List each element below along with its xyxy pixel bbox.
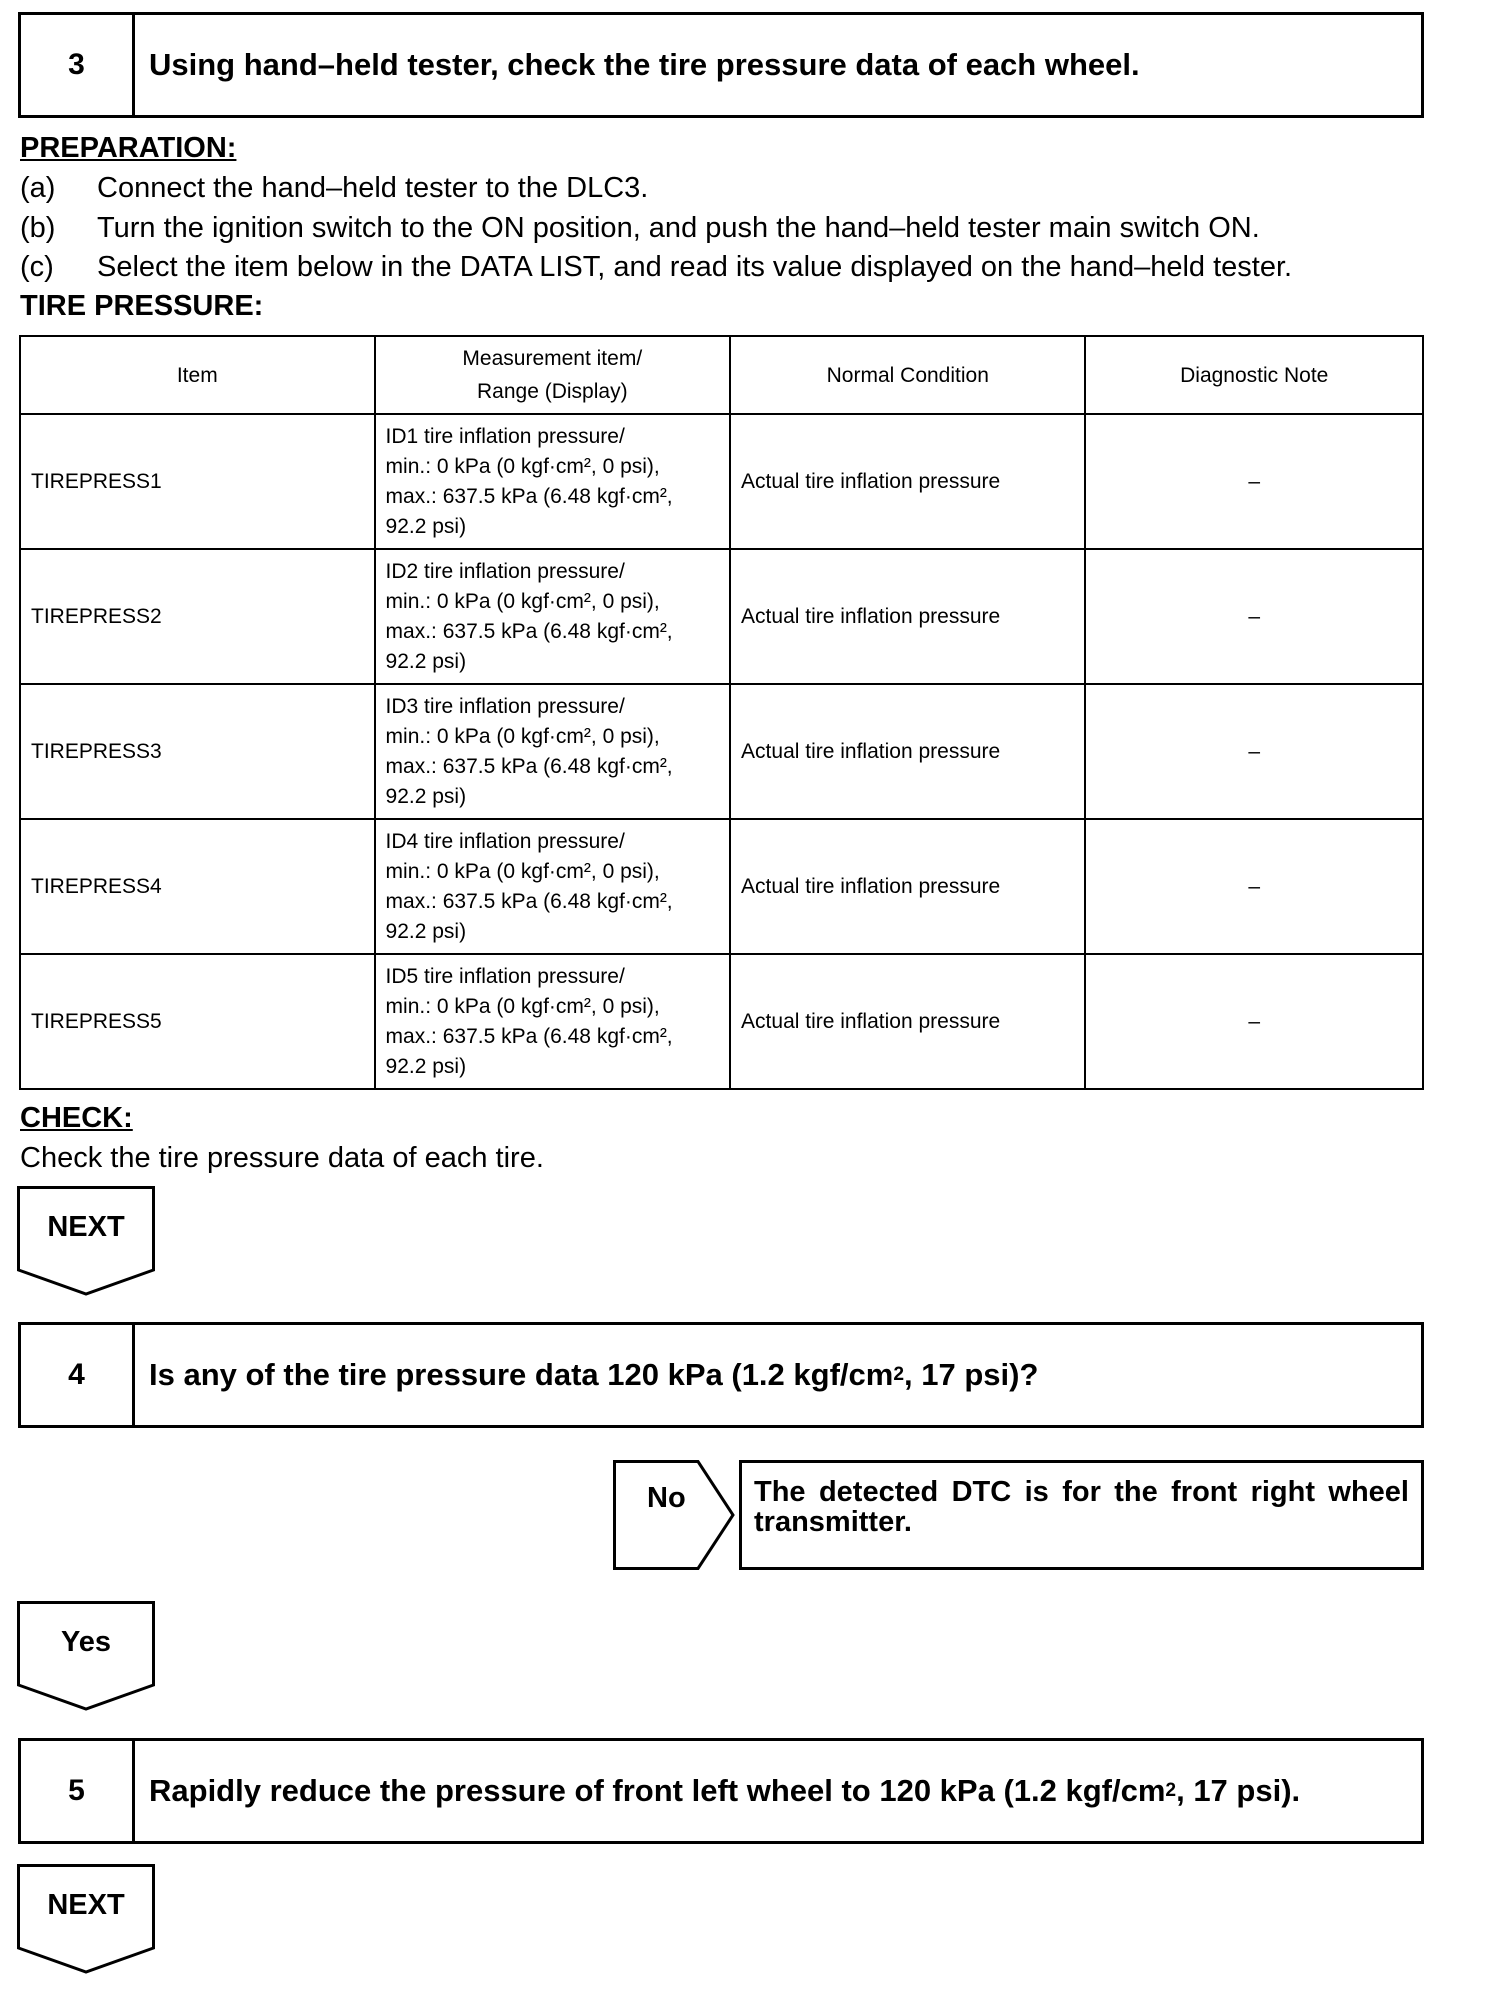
title-suffix: , 17 psi). — [1176, 1773, 1301, 1808]
cell-condition: Actual tire inflation pressure — [730, 549, 1085, 684]
range-psi-line: 92.2 psi) — [385, 514, 467, 538]
step-3-box — [18, 12, 1424, 118]
table-row — [20, 414, 1423, 549]
next-label: NEXT — [47, 1211, 125, 1243]
no-label: No — [647, 1482, 686, 1514]
title-prefix: Rapidly reduce the pressure of front left wheel to 120 kPa (1.2 kgf/cm — [149, 1773, 1166, 1808]
range-id-line: ID3 tire inflation pressure/ — [385, 694, 625, 718]
range-min-line: min.: 0 kPa (0 kgf·cm², 0 psi), — [385, 454, 660, 478]
table-row — [20, 684, 1423, 819]
check-heading: CHECK: — [20, 1102, 133, 1134]
header-range — [375, 336, 731, 414]
cell-note: – — [1085, 414, 1423, 549]
range-psi-line: 92.2 psi) — [385, 649, 467, 673]
table-row — [20, 954, 1423, 1089]
range-min-line: min.: 0 kPa (0 kgf·cm², 0 psi), — [385, 994, 660, 1018]
prep-label: (b) — [20, 212, 56, 244]
step-4-box — [18, 1322, 1424, 1428]
table-header-row — [20, 336, 1423, 414]
no-branch-message: The detected DTC is for the front right wheel transmitter. — [739, 1460, 1424, 1570]
table-row — [20, 819, 1423, 954]
next-label: NEXT — [47, 1889, 125, 1921]
check-text: Check the tire pressure data of each tire. — [20, 1142, 544, 1174]
cell-note: – — [1085, 684, 1423, 819]
title-prefix: Is any of the tire pressure data 120 kPa (1.2 kgf/cm — [149, 1357, 894, 1392]
prep-label: (c) — [20, 251, 54, 283]
range-max-line: max.: 637.5 kPa (6.48 kgf·cm², — [385, 754, 673, 778]
range-min-line: min.: 0 kPa (0 kgf·cm², 0 psi), — [385, 724, 660, 748]
yes-button[interactable] — [17, 1601, 155, 1711]
cell-condition: Actual tire inflation pressure — [730, 819, 1085, 954]
no-branch-arrow[interactable] — [613, 1460, 735, 1570]
next-button-2[interactable] — [17, 1864, 155, 1974]
step-title: Using hand–held tester, check the tire pressure data of each wheel. — [149, 47, 1140, 82]
cell-item: TIREPRESS3 — [20, 684, 375, 819]
range-psi-line: 92.2 psi) — [385, 1054, 467, 1078]
prep-item-c — [20, 251, 1292, 284]
range-min-line: min.: 0 kPa (0 kgf·cm², 0 psi), — [385, 589, 660, 613]
header-condition: Normal Condition — [730, 336, 1085, 414]
prep-text: Turn the ignition switch to the ON position, and push the hand–held tester main switch ON. — [97, 212, 1260, 244]
cell-condition: Actual tire inflation pressure — [730, 414, 1085, 549]
header-note: Diagnostic Note — [1085, 336, 1423, 414]
range-max-line: max.: 637.5 kPa (6.48 kgf·cm², — [385, 1024, 673, 1048]
range-max-line: max.: 637.5 kPa (6.48 kgf·cm², — [385, 484, 673, 508]
next-button-1[interactable] — [17, 1186, 155, 1296]
cell-note: – — [1085, 819, 1423, 954]
step-5-box — [18, 1738, 1424, 1844]
step-number: 4 — [21, 1325, 135, 1425]
prep-item-a — [20, 172, 648, 205]
prep-item-b — [20, 212, 1260, 245]
cell-note: – — [1085, 549, 1423, 684]
cell-condition: Actual tire inflation pressure — [730, 684, 1085, 819]
cell-range — [375, 954, 731, 1089]
step-number: 5 — [21, 1741, 135, 1841]
header-range-line1: Measurement item/ — [462, 347, 643, 370]
range-id-line: ID2 tire inflation pressure/ — [385, 559, 625, 583]
cell-item: TIREPRESS4 — [20, 819, 375, 954]
chevron-right-shape — [613, 1460, 735, 1570]
cell-condition: Actual tire inflation pressure — [730, 954, 1085, 1089]
range-psi-line: 92.2 psi) — [385, 784, 467, 808]
data-list-table — [19, 335, 1424, 1090]
range-max-line: max.: 637.5 kPa (6.48 kgf·cm², — [385, 889, 673, 913]
header-item: Item — [20, 336, 375, 414]
range-min-line: min.: 0 kPa (0 kgf·cm², 0 psi), — [385, 859, 660, 883]
prep-text: Select the item below in the DATA LIST, and read its value displayed on the hand–held tester. — [97, 251, 1293, 283]
tire-pressure-heading: TIRE PRESSURE: — [20, 290, 264, 322]
cell-range — [375, 684, 731, 819]
step-title: Is any of the tire pressure data 120 kPa (1.2 kgf/cm 2 , 17 psi)? — [149, 1357, 1039, 1392]
cell-range — [375, 819, 731, 954]
range-id-line: ID5 tire inflation pressure/ — [385, 964, 625, 988]
title-suffix: , 17 psi)? — [904, 1357, 1039, 1392]
cell-item: TIREPRESS5 — [20, 954, 375, 1089]
header-range-line2: Range (Display) — [477, 380, 628, 403]
table-row — [20, 549, 1423, 684]
cell-range — [375, 549, 731, 684]
step-title: Rapidly reduce the pressure of front left wheel to 120 kPa (1.2 kgf/cm 2 , 17 psi). — [149, 1773, 1301, 1808]
cell-range — [375, 414, 731, 549]
range-psi-line: 92.2 psi) — [385, 919, 467, 943]
preparation-heading: PREPARATION: — [20, 132, 237, 164]
yes-label: Yes — [61, 1626, 111, 1658]
cell-item: TIREPRESS1 — [20, 414, 375, 549]
range-id-line: ID1 tire inflation pressure/ — [385, 424, 625, 448]
range-max-line: max.: 637.5 kPa (6.48 kgf·cm², — [385, 619, 673, 643]
range-id-line: ID4 tire inflation pressure/ — [385, 829, 625, 853]
cell-item: TIREPRESS2 — [20, 549, 375, 684]
cell-note: – — [1085, 954, 1423, 1089]
prep-text: Connect the hand–held tester to the DLC3. — [97, 172, 649, 204]
prep-label: (a) — [20, 172, 56, 204]
step-number: 3 — [21, 15, 135, 115]
